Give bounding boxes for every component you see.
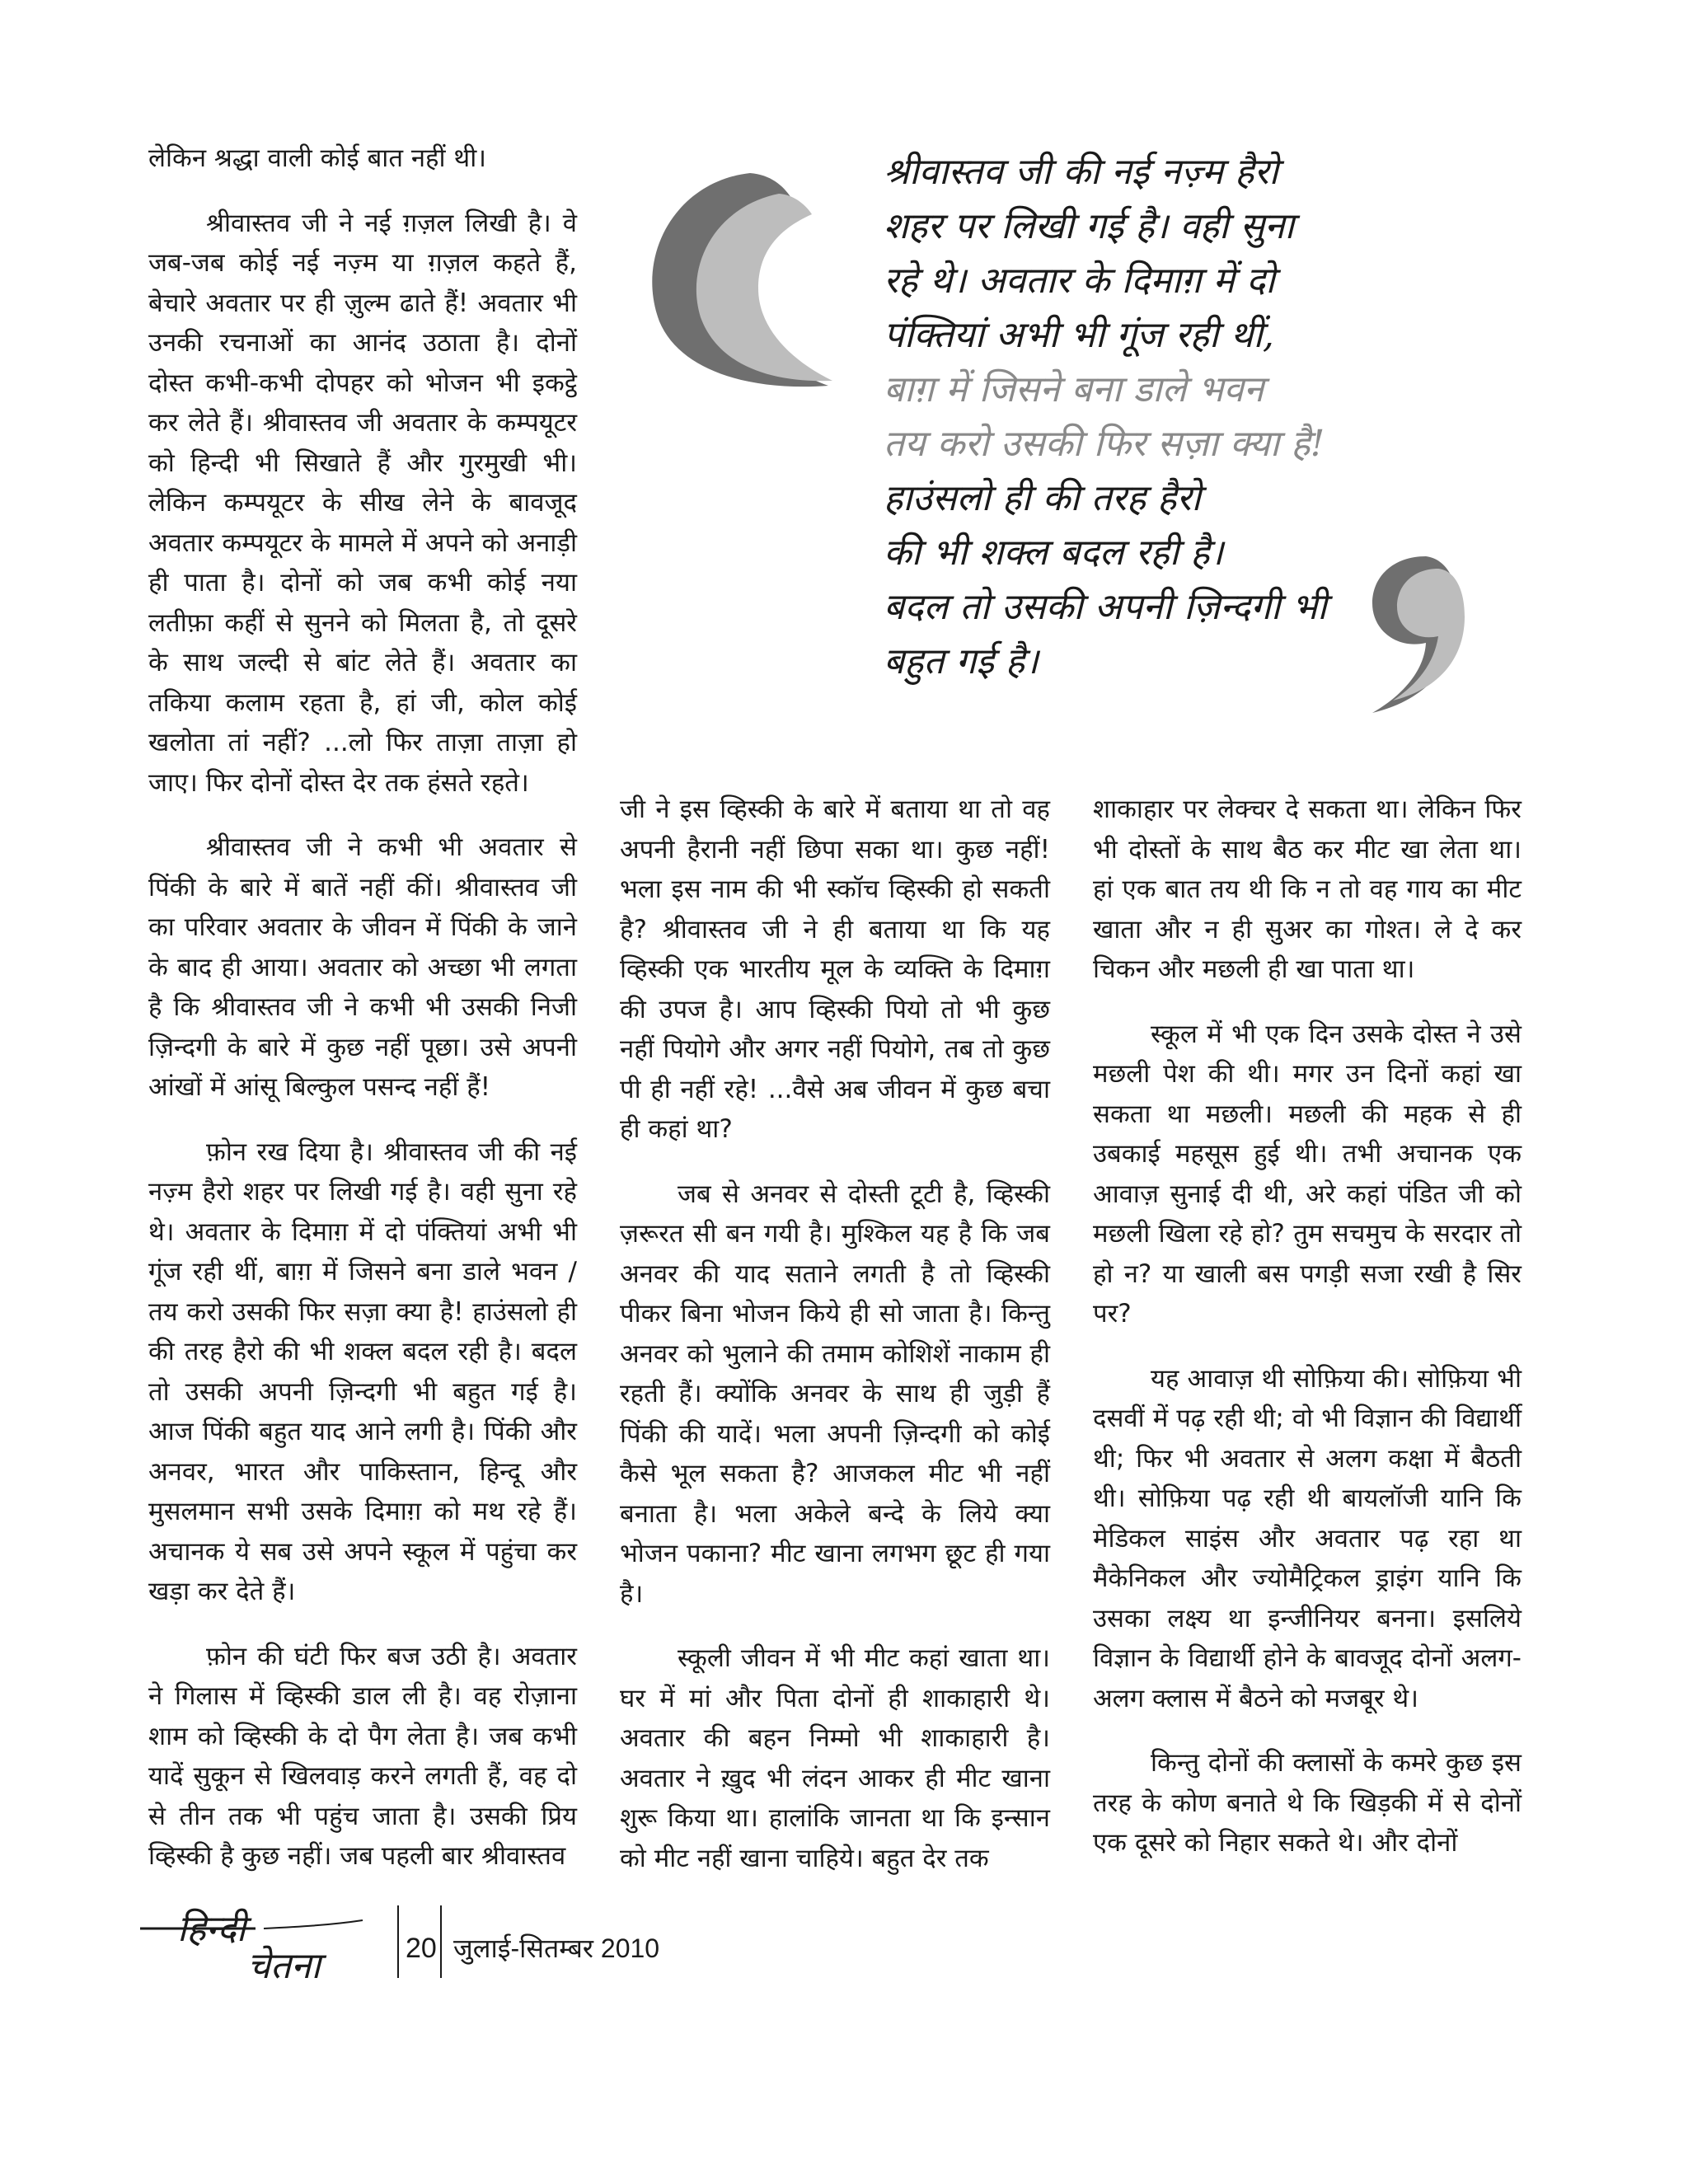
page-number: 20 <box>406 1933 437 1964</box>
paragraph: फ़ोन रख दिया है। श्रीवास्तव जी की नई नज़्म हैरो शहर पर लिखी गई है। वही सुना रहे थे। अवतार के दिमाग़ में दो पंक्तियां अभी भी गूंज रही थीं, बाग़ में जिसने बना डाले भवन / तय करो उसकी फिर सज़ा क्या है! हाउंसलो ही की तरह हैरो की भी शक्ल बदल रही है। बदल तो उसकी अपनी ज़िन्दगी भी बहुत गई है। आज पिंकी बहुत याद आने लगी है। पिंकी और अनवर, भारत और पाकिस्तान, हिन्दू और मुसलमान सभी उसके दिमाग़ को मथ रहे हैं। अचानक ये सब उसे अपने स्कूल में पहुंचा कर खड़ा कर देते हैं। <box>148 1137 577 1606</box>
footer-divider <box>440 1905 442 1978</box>
paragraph: स्कूली जीवन में भी मीट कहां खाता था। घर में मां और पिता दोनों ही शाकाहारी थे। अवतार की बहन निम्मो भी शाकाहारी है। अवतार ने ख़ुद भी लंदन आकर ही मीट खाना शुरू किया था। हालांकि जानता था कि इन्सान को मीट नहीं खाना चाहिये। बहुत देर तक <box>620 1643 1050 1873</box>
paragraph: श्रीवास्तव जी ने नई ग़ज़ल लिखी है। वे जब-जब कोई नई नज़्म या ग़ज़ल कहते हैं, बेचारे अवतार पर ही ज़ुल्म ढाते हैं! अवतार भी उनकी रचनाओं का आनंद उठाता है। दोनों दोस्त कभी-कभी दोपहर को भोजन भी इकट्ठे कर लेते हैं। श्रीवास्तव जी अवतार के कम्पयूटर को हिन्दी भी सिखाते हैं और गुरमुखी भी। लेकिन कम्पयूटर के सीख लेने के बावजूद अवतार कम्पयूटर के मामले में अपने को अनाड़ी ही पाता है। दोनों को जब कभी कोई नया लतीफ़ा कहीं से सुनने को मिलता है, तो दूसरे के साथ जल्दी से बांट लेते हैं। अवतार का तकिया कलाम रहता है, हां जी, कोल कोई खलोता तां नहीं? ...लो फिर ताज़ा ताज़ा हो जाए। फिर दोनों दोस्त देर तक हंसते रहते। <box>148 208 577 798</box>
paragraph: यह आवाज़ थी सोफ़िया की। सोफ़िया भी दसवीं में पढ़ रही थी; वो भी विज्ञान की विद्यार्थी थी; फिर भी अवतार से अलग कक्षा में बैठती थी। सोफ़िया पढ़ रही थी बायलॉजी यानि कि मेडिकल साइंस और अवतार पढ़ रहा था मैकेनिकल और ज्योमैट्रिकल ड्राइंग यानि कि उसका लक्ष्य था इन्जीनियर बनना। इसलिये विज्ञान के विद्यार्थी होने के बावजूद दोनों अलग-अलग क्लास में बैठने को मजबूर थे। <box>1093 1363 1522 1713</box>
pull-quote-line: श्रीवास्तव जी की नई नज़्म हैरो <box>884 151 1278 193</box>
pull-quote-line: बदल तो उसकी अपनी ज़िन्दगी भी <box>884 586 1327 628</box>
paragraph: जब से अनवर से दोस्ती टूटी है, व्हिस्की ज़रूरत सी बन गयी है। मुश्किल यह है कि जब अनवर की याद सताने लगती है तो व्हिस्की पीकर बिना भोजन किये ही सो जाता है। किन्तु अनवर को भुलाने की तमाम कोशिशें नाकाम ही रहती हैं। क्योंकि अनवर के साथ ही जुड़ी हैं पिंकी की यादें। भला अपनी ज़िन्दगी को कोई कैसे भूल सकता है? आजकल मीट भी नहीं बनाता है। भला अकेले बन्दे के लिये क्या भोजन पकाना? मीट खाना लगभग छूट ही गया है। <box>620 1179 1050 1609</box>
paragraph: श्रीवास्तव जी ने कभी भी अवतार से पिंकी के बारे में बातें नहीं कीं। श्रीवास्तव जी का परिवार अवतार के जीवन में पिंकी के जाने के बाद ही आया। अवतार को अच्छा भी लगता है कि श्रीवास्तव जी ने कभी भी उसकी निजी ज़िन्दगी के बारे में कुछ नहीं पूछा। उसे अपनी आंखों में आंसू बिल्कुल पसन्द नहीं हैं! <box>148 832 577 1102</box>
logo-text-hindi: हिन्दी <box>177 1908 246 1950</box>
issue-date: जुलाई-सितम्बर 2010 <box>453 1933 660 1963</box>
pull-quote <box>884 145 1411 689</box>
footer-divider <box>397 1905 399 1978</box>
paragraph: जी ने इस व्हिस्की के बारे में बताया था तो वह अपनी हैरानी नहीं छिपा सका था। कुछ नहीं! भला इस नाम की भी स्कॉच व्हिस्की हो सकती है? श्रीवास्तव जी ने ही बताया था कि यह व्हिस्की एक भारतीय मूल के व्यक्ति के दिमाग़ की उपज है। आप व्हिस्की पियो तो भी कुछ नहीं पियोगे और अगर नहीं पियोगे, तब तो कुछ पी ही नहीं रहे! ...वैसे अब जीवन में कुछ बचा ही कहां था? <box>620 794 1050 1144</box>
paragraph: स्कूल में भी एक दिन उसके दोस्त ने उसे मछली पेश की थी। मगर उन दिनों कहां खा सकता था मछली। मछली की महक से ही उबकाई महसूस हुई थी। तभी अचानक एक आवाज़ सुनाई दी थी, अरे कहां पंडित जी को मछली खिला रहे हो? तुम सचमुच के सरदार तो हो न? या खाली बस पगड़ी सजा रखी है सिर पर? <box>1093 1019 1522 1329</box>
middle-column <box>620 790 1050 1903</box>
pull-quote-line: शहर पर लिखी गई है। वही सुना <box>884 205 1295 247</box>
pull-quote-line: पंक्तियां अभी भी गूंज रही थीं, <box>884 314 1274 356</box>
right-column <box>1093 790 1522 1888</box>
pull-quote-line: रहे थे। अवतार के दिमाग़ में दो <box>884 260 1275 302</box>
pull-quote-verse-line: बाग़ में जिसने बना डाले भवन <box>884 368 1264 410</box>
pull-quote-line: की भी शक्ल बदल रही है। <box>884 532 1224 574</box>
hindi-chetna-logo <box>140 1896 387 1986</box>
open-quote-mark-icon <box>626 165 841 412</box>
page-footer <box>140 1896 882 1986</box>
pull-quote-verse-line: तय करो उसकी फिर सज़ा क्या है! <box>884 423 1325 465</box>
logo-text-chetna: चेतना <box>247 1945 321 1986</box>
pull-quote-line: बहुत गई है। <box>884 640 1039 682</box>
paragraph: किन्तु दोनों की क्लासों के कमरे कुछ इस तरह के कोण बनाते थे कि खिड़की में से दोनों एक दूसरे को निहार सकते थे। और दोनों <box>1093 1748 1522 1858</box>
pull-quote-line: हाउंसलो ही की तरह हैरो <box>884 477 1201 519</box>
paragraph: शाकाहार पर लेक्चर दे सकता था। लेकिन फिर भी दोस्तों के साथ बैठ कर मीट खा लेता था। हां एक बात तय थी कि न तो वह गाय का मीट खाता और न ही सुअर का गोश्त। ले दे कर चिकन और मछली ही खा पाता था। <box>1093 794 1522 984</box>
left-column <box>148 138 577 1901</box>
paragraph: लेकिन श्रद्धा वाली कोई बात नहीं थी। <box>148 143 486 173</box>
paragraph: फ़ोन की घंटी फिर बज उठी है। अवतार ने गिलास में व्हिस्की डाल ली है। वह रोज़ाना शाम को व्हिस्की के दो पैग लेता है। जब कभी यादें सुकून से खिलवाड़ करने लगती हैं, वह दो से तीन तक भी पहुंच जाता है। उसकी प्रिय व्हिस्की है कुछ नहीं। जब पहली बार श्रीवास्तव <box>148 1641 577 1871</box>
